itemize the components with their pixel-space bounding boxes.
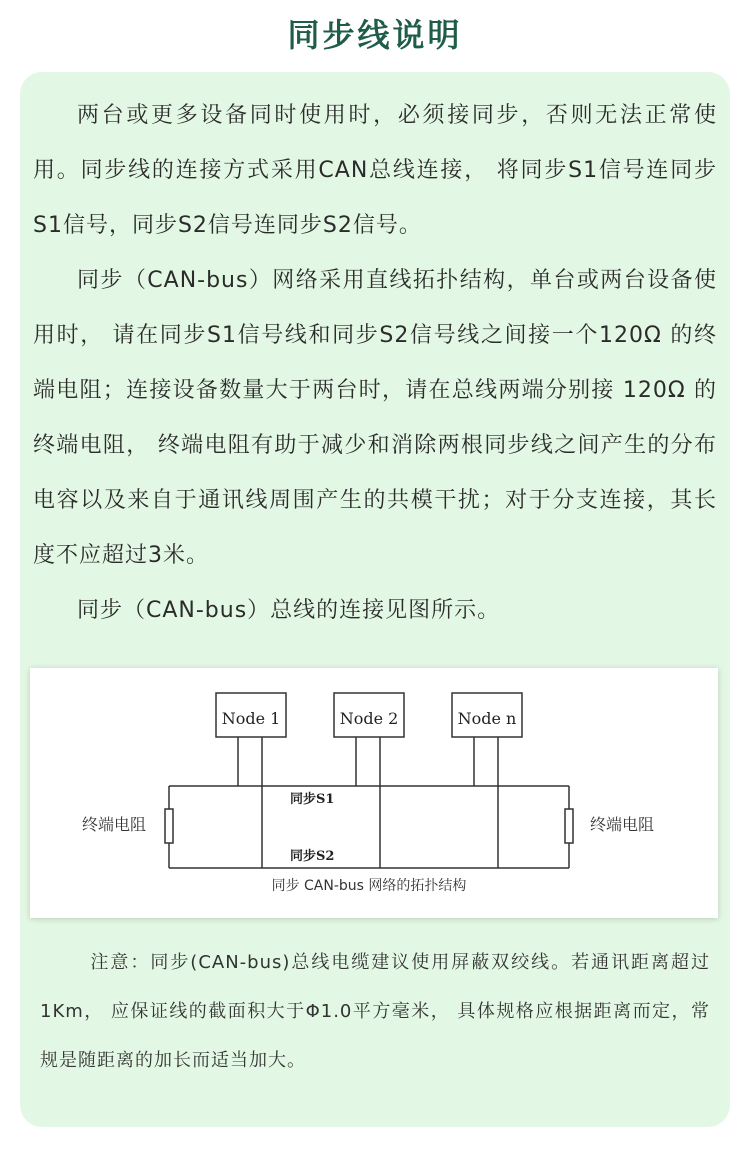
paragraph-figure-reference: 同步（CAN-bus）总线的连接见图所示。: [77, 598, 501, 623]
note-text: 注意：同步(CAN-bus)总线电缆建议使用屏蔽双绞线。若通讯距离超过 1Km， 应保证线的截面积大于Φ1.0平方毫米， 具体规格应根据距离而定，常规是随距离的加长而适当加大。: [40, 952, 710, 1071]
bus-s2-label: 同步S2: [290, 849, 335, 864]
left-terminator-resistor: [165, 809, 173, 843]
page-title: 同步线说明: [287, 16, 463, 54]
left-terminator-label: 终端电阻: [82, 815, 147, 834]
node-n-label: Node n: [457, 709, 517, 728]
paragraph-sync-requirement: 两台或更多设备同时使用时，必须接同步，否则无法正常使用。同步线的连接方式采用CAN总线连接， 将同步S1信号连同步S1信号，同步S2信号连同步S2信号。: [33, 103, 717, 238]
node-1-label: Node 1: [221, 709, 281, 728]
node-2-label: Node 2: [339, 709, 399, 728]
description-text: [33, 88, 717, 638]
right-terminator-label: 终端电阻: [590, 815, 655, 834]
diagram-caption: 同步 CAN-bus 网络的拓扑结构: [271, 878, 467, 894]
can-bus-topology-diagram: [30, 668, 718, 918]
right-terminator-resistor: [565, 809, 573, 843]
bus-s1-label: 同步S1: [290, 792, 335, 807]
cable-note: [40, 938, 710, 1085]
paragraph-topology: 同步（CAN-bus）网络采用直线拓扑结构，单台或两台设备使用时， 请在同步S1信号线和同步S2信号线之间接一个120Ω 的终端电阻；连接设备数量大于两台时，请在总线两端分别接 120Ω 的终端电阻， 终端电阻有助于减少和消除两根同步线之间产生的分布电容以及来自于通讯线周围产生的共模干扰；对于分支连接，其长度不应超过3米。: [33, 268, 717, 568]
